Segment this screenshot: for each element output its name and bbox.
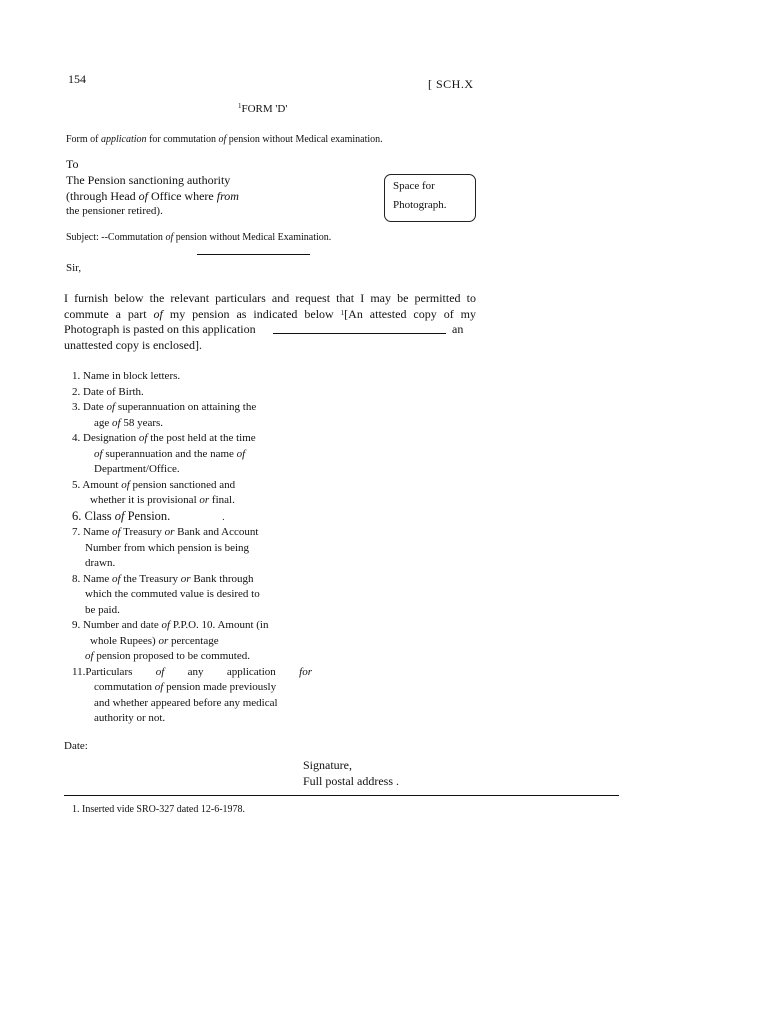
address-authority: The Pension sanctioning authority bbox=[66, 173, 231, 187]
list-item: 3. Date of superannuation on attaining the bbox=[72, 401, 257, 413]
body-blank-line bbox=[273, 333, 446, 334]
list-item: 7. Name of Treasury or Bank and Account bbox=[72, 526, 259, 538]
particulars-list bbox=[72, 369, 312, 727]
list-item-continued: whole Rupees) or percentage bbox=[90, 634, 219, 647]
body-paragraph bbox=[64, 291, 476, 353]
form-title-text: FORM 'D' bbox=[241, 103, 288, 115]
body-line-1: I furnish below the relevant particulars and request that I may be permitted to bbox=[64, 291, 476, 305]
list-item-continued: Number from which pension is being bbox=[85, 541, 250, 554]
list-item: 2. Date of Birth. bbox=[72, 385, 144, 398]
form-subtitle: Form of application for commutation of pension without Medical examination. bbox=[66, 134, 383, 145]
schedule-reference: [ SCH.X bbox=[428, 77, 474, 91]
list-item: 6. Class of Pension. . bbox=[72, 508, 225, 523]
list-item-continued: which the commuted value is desired to bbox=[85, 588, 260, 600]
body-line-3: Photograph is pasted on this application an bbox=[64, 322, 464, 336]
subject-line: Subject: --Commutation of pension without Medical Examination. bbox=[66, 232, 332, 243]
body-line-4: unattested copy is enclosed]. bbox=[64, 337, 202, 352]
address-through: (through Head of Office where from bbox=[66, 189, 239, 203]
list-item-continued: drawn. bbox=[85, 557, 116, 569]
date-label: Date: bbox=[64, 740, 88, 752]
page-number: 154 bbox=[68, 72, 86, 86]
photo-box-label-2: Photograph. bbox=[393, 199, 447, 211]
list-item: 4. Designation of the post held at the time bbox=[72, 432, 256, 444]
subject-underline bbox=[197, 254, 310, 255]
address-to: To bbox=[66, 157, 79, 171]
list-item: 5. Amount of pension sanctioned and bbox=[72, 478, 236, 491]
postal-address-label: Full postal address . bbox=[303, 774, 399, 788]
list-item-continued: authority or not. bbox=[94, 712, 166, 724]
list-item: 11.Particulars of any application for bbox=[72, 665, 312, 678]
photo-box-label-1: Space for bbox=[393, 180, 435, 192]
address-retired: the pensioner retired). bbox=[66, 205, 163, 217]
list-item-continued: whether it is provisional or final. bbox=[90, 494, 235, 506]
list-item-continued: Department/Office. bbox=[94, 463, 180, 475]
list-item-continued: age of 58 years. bbox=[94, 416, 164, 429]
list-item-continued: of superannuation and the name of bbox=[94, 447, 246, 460]
footnote-marker: 1 bbox=[238, 102, 242, 110]
list-item: 8. Name of the Treasury or Bank through bbox=[72, 572, 254, 585]
list-item-continued: and whether appeared before any medical bbox=[94, 696, 278, 709]
salutation: Sir, bbox=[66, 262, 82, 274]
list-item: 9. Number and date of P.P.O. 10. Amount (in bbox=[72, 619, 269, 631]
form-title bbox=[238, 103, 287, 115]
photograph-box bbox=[384, 174, 476, 222]
list-item-continued: commutation of pension made previously bbox=[94, 681, 277, 693]
signature-label: Signature, bbox=[303, 758, 352, 772]
footnote-divider bbox=[64, 795, 619, 796]
list-item: 1. Name in block letters. bbox=[72, 370, 181, 382]
list-item-continued: be paid. bbox=[85, 603, 120, 616]
body-line-2: commute a part of my pension as indicated below $^1$[An attested copy of my bbox=[64, 306, 477, 321]
footnote-text: 1. Inserted vide SRO-327 dated 12-6-1978. bbox=[72, 804, 246, 815]
list-item-continued: of pension proposed to be commuted. bbox=[85, 650, 250, 662]
